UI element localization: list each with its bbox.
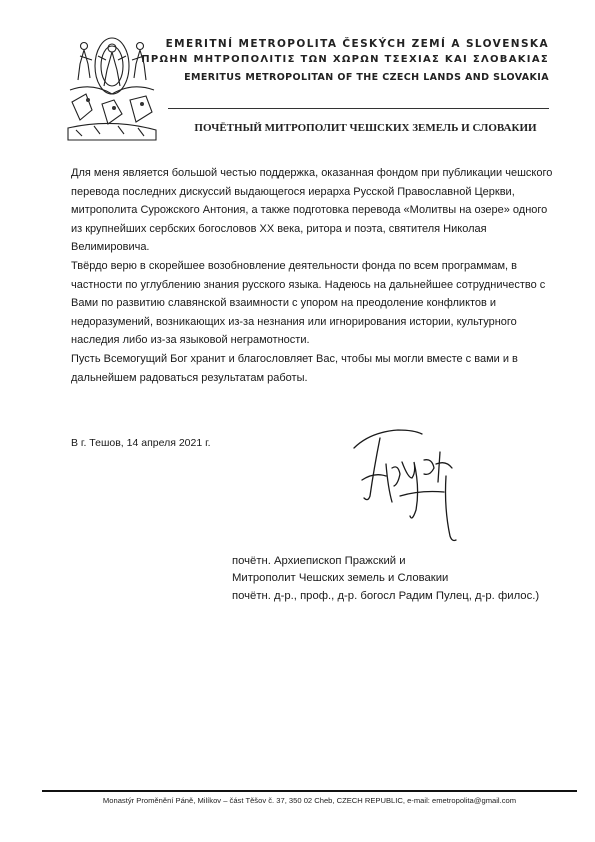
body-line: из крупнейших сербских богословов XX века, ритора и поэта, святителя Николая	[71, 222, 487, 235]
footer-address: Monastýr Proměnění Páně, Milíkov – část Těšov č. 37, 350 02 Cheb, CZECH REPUBLIC, e-mail: emetropolita@gmail.com	[102, 796, 517, 805]
header-line-english: EMERITUS METROPOLITAN OF THE CZECH LANDS AND SLOVAKIA	[184, 72, 549, 83]
header-line-czech: EMERITNÍ METROPOLITA ČESKÝCH ZEMÍ A SLOVENSKA	[165, 38, 549, 50]
body-line: дальнейшем радоваться результатам работы.	[71, 371, 308, 384]
body-line: Пусть Всемогущий Бог хранит и благословляет Вас, чтобы мы могли вместе с вами и в	[71, 352, 518, 365]
signature-icon	[340, 418, 470, 548]
body-line: Твёрдо верю в скорейшее возобновление деятельности фонда по всем программам, в	[71, 259, 517, 272]
transfiguration-icon-logo	[62, 30, 162, 142]
signoff-line: почётн. д-р., проф., д-р. богосл Радим Пулец, д-р. филос.)	[232, 589, 540, 602]
body-line: митрополита Сурожского Антония, а также подготовка перевода «Молитвы на озере» одного	[71, 204, 548, 217]
letter-body	[71, 164, 561, 387]
footer-divider	[42, 790, 577, 792]
body-line: Вами по развитию славянской взаимности с упором на преодоление конфликтов и	[71, 297, 497, 310]
body-line: частности по углублению знания русского языка. Надеюсь на дальнейшее сотрудничество с	[71, 278, 546, 291]
date-line: В г. Тешов, 14 апреля 2021 г.	[71, 437, 211, 449]
header-divider	[168, 108, 549, 109]
body-line: Для меня является большой честью поддержка, оказанная фондом при публикации чешского	[71, 167, 553, 179]
body-line: недоразумений, возникающих из-за незнания или игнорирования истории, культурного	[71, 315, 517, 328]
signoff-line: почётн. Архиепископ Пражский и	[232, 555, 406, 567]
body-line: Велимировича.	[71, 241, 150, 254]
signoff-line: Митрополит Чешских земель и Словакии	[232, 572, 449, 585]
signoff-block	[232, 553, 539, 605]
page-title: ПОЧЁТНЫЙ МИТРОПОЛИТ ЧЕШСКИХ ЗЕМЕЛЬ И СЛОВАКИИ	[194, 122, 537, 134]
body-line: наследия либо из-за языковой неграмотности.	[71, 334, 310, 347]
body-line: перевода последних дискуссий выдающегося иерарха Русской Православной Церкви,	[71, 185, 515, 198]
header-line-greek: ΠΡΩΗΝ ΜΗΤΡΟΠΟΛΙΤΙΣ ΤΩΝ ΧΩΡΩΝ ΤΣΕΧΙΑΣ ΚΑΙ ΣΛΟΒΑΚΙΑΣ	[141, 54, 549, 65]
